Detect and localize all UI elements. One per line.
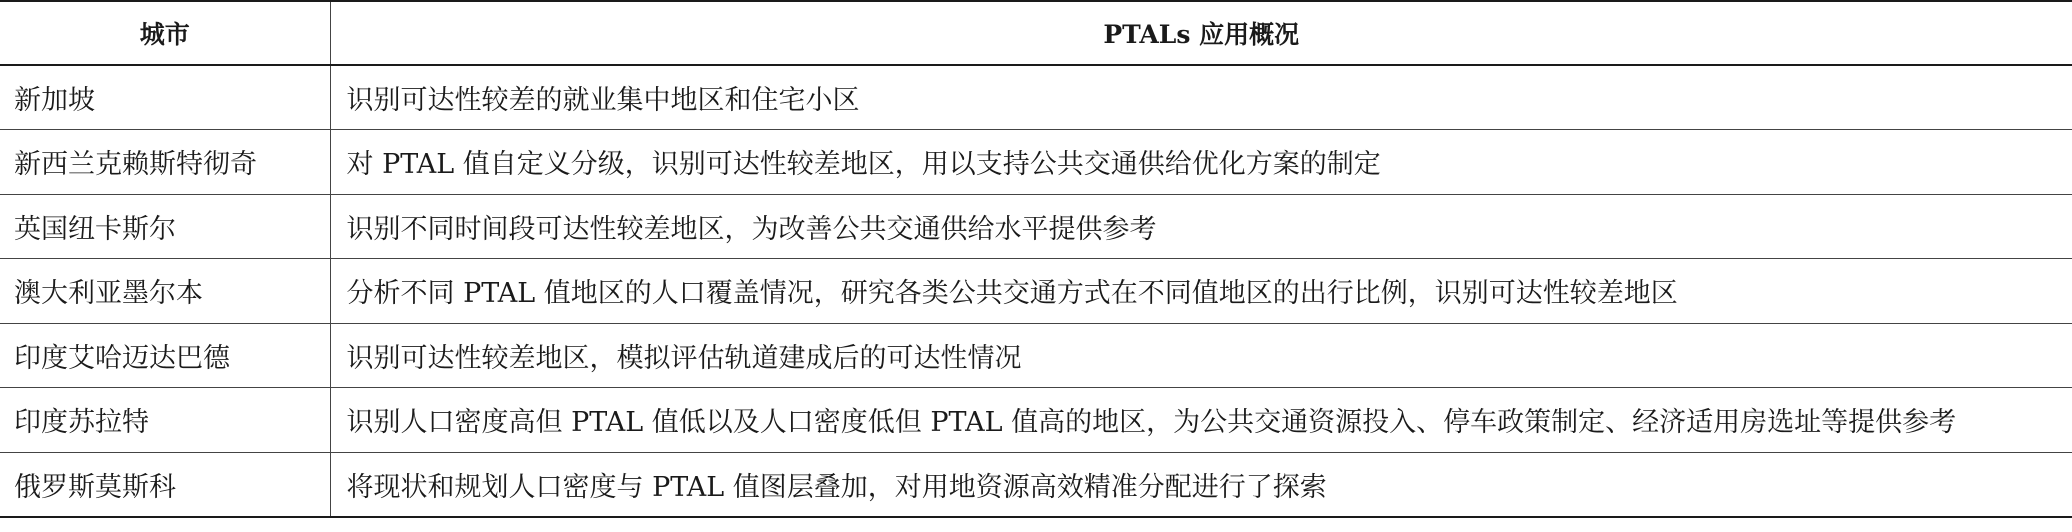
city-cell: 新加坡 [14,85,95,116]
application-cell: 识别不同时间段可达性较差地区，为改善公共交通供给水平提供参考 [330,194,2072,259]
table-row [0,65,2072,130]
city-cell: 英国纽卡斯尔 [14,213,176,245]
header-ptal-application: PTALs 应用概况 [330,1,2072,65]
city-cell: 印度苏拉特 [14,407,149,439]
city-cell: 印度艾哈迈达巴德 [14,342,230,374]
table-row [0,259,2072,324]
table-row [0,323,2072,388]
city-cell: 澳大利亚墨尔本 [14,278,203,310]
application-cell: 将现状和规划人口密度与 PTAL 值图层叠加，对用地资源高效精准分配进行了探索 [330,452,2072,517]
city-cell: 俄罗斯莫斯科 [14,471,176,503]
table-header-row [0,1,2072,65]
application-cell: 识别人口密度高但 PTAL 值低以及人口密度低但 PTAL 值高的地区，为公共交通资源投入、停车政策制定、经济适用房选址等提供参考 [330,388,2072,453]
application-cell: 对 PTAL 值自定义分级，识别可达性较差地区，用以支持公共交通供给优化方案的制定 [330,130,2072,195]
table-row [0,130,2072,195]
header-city: 城市 [139,20,190,49]
table-row [0,194,2072,259]
table-row [0,388,2072,453]
table-row [0,452,2072,517]
application-cell: 识别可达性较差的就业集中地区和住宅小区 [330,65,2072,130]
application-cell: 识别可达性较差地区，模拟评估轨道建成后的可达性情况 [330,323,2072,388]
application-cell: 分析不同 PTAL 值地区的人口覆盖情况，研究各类公共交通方式在不同值地区的出行比例，识别可达性较差地区 [330,259,2072,324]
city-cell: 新西兰克赖斯特彻奇 [14,149,257,181]
